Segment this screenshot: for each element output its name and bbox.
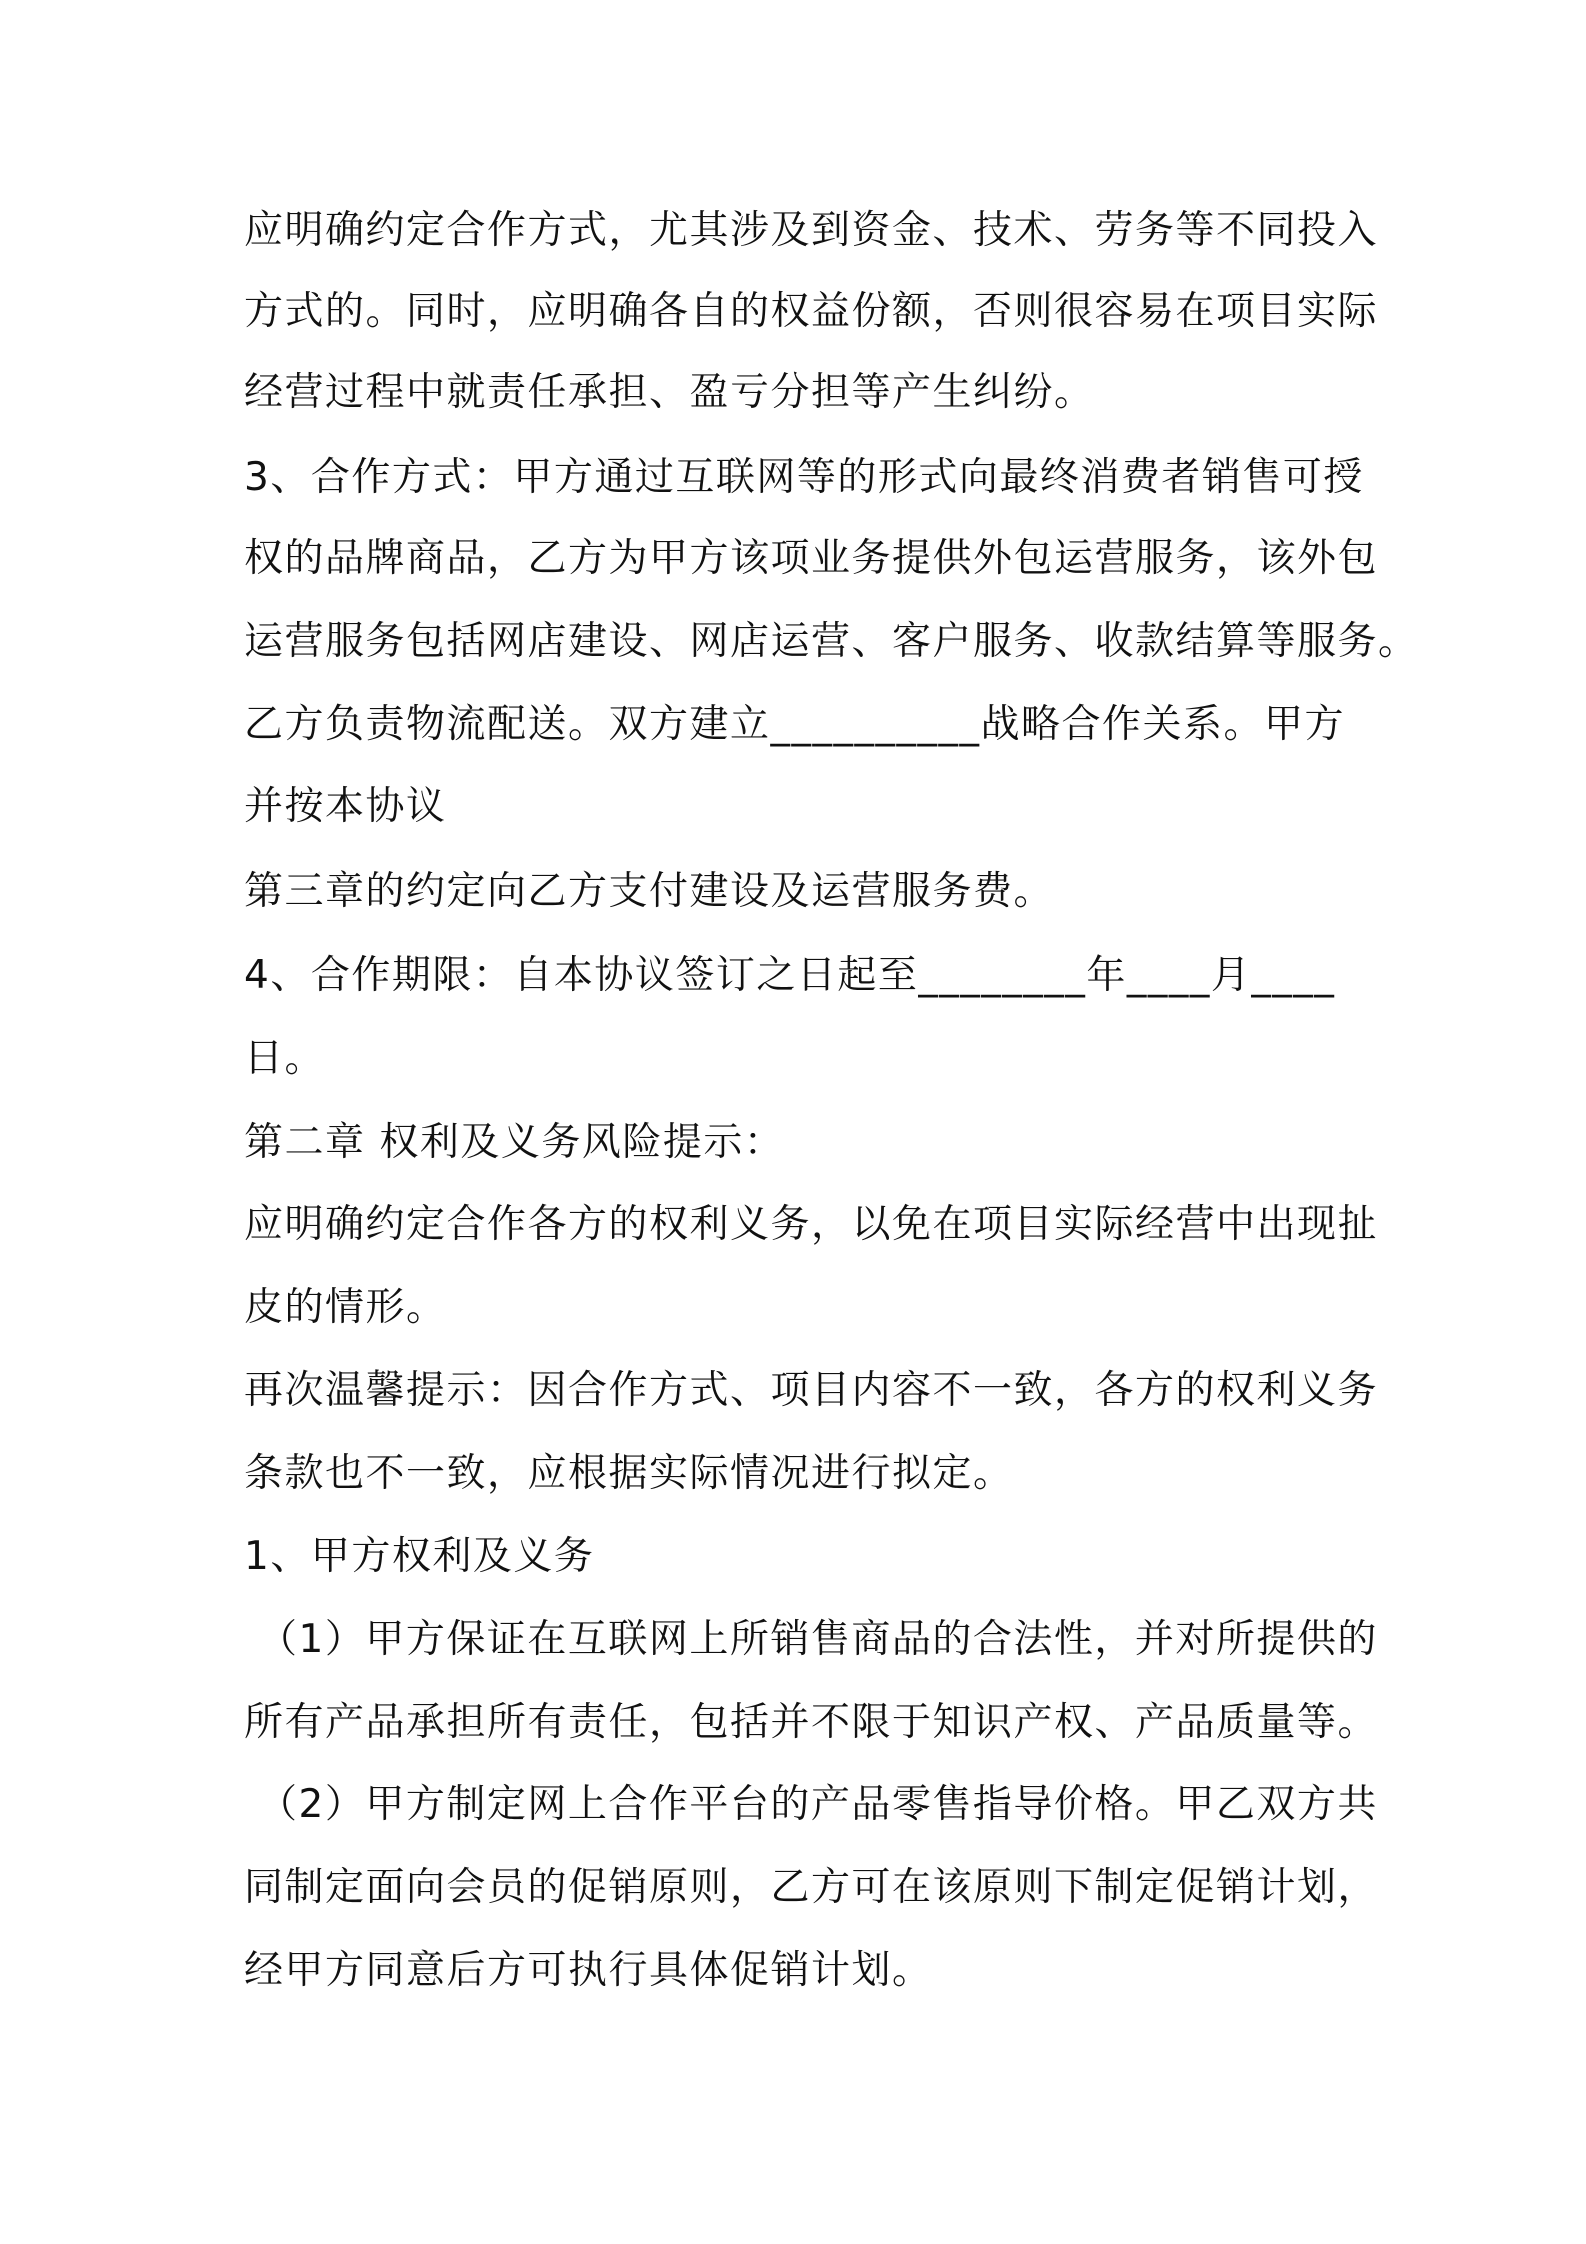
text-line: （1）甲方保证在互联网上所销售商品的合法性，并对所提供的: [258, 1617, 1378, 1662]
text-line: 3、合作方式：甲方通过互联网等的形式向最终消费者销售可授: [244, 455, 1364, 500]
text-line: 方式的。同时，应明确各自的权益份额，否则很容易在项目实际: [244, 289, 1379, 334]
text-line: 应明确约定合作方式，尤其涉及到资金、技术、劳务等不同投入: [244, 208, 1379, 253]
text-line: 4、合作期限：自本协议签订之日起至________年____月____: [244, 953, 1336, 998]
section-heading: 第二章 权利及义务风险提示：: [244, 1120, 785, 1165]
text-line: 乙方负责物流配送。双方建立__________战略合作关系。甲方: [244, 702, 1346, 747]
text-line: 经营过程中就责任承担、盈亏分担等产生纠纷。: [244, 370, 1095, 415]
text-line: 权的品牌商品，乙方为甲方该项业务提供外包运营服务，该外包: [244, 536, 1379, 581]
text-line: 再次温馨提示：因合作方式、项目内容不一致，各方的权利义务: [244, 1368, 1379, 1413]
text-line: 皮的情形。: [244, 1285, 447, 1330]
text-line: 运营服务包括网店建设、网店运营、客户服务、收款结算等服务。: [244, 619, 1419, 664]
text-line: 所有产品承担所有责任，包括并不限于知识产权、产品质量等。: [244, 1700, 1379, 1745]
text-line: 应明确约定合作各方的权利义务，以免在项目实际经营中出现扯: [244, 1202, 1379, 1247]
text-line: 条款也不一致，应根据实际情况进行拟定。: [244, 1451, 1014, 1496]
text-line: 经甲方同意后方可执行具体促销计划。: [244, 1948, 933, 1993]
text-line: 并按本协议: [244, 784, 447, 829]
text-line: （2）甲方制定网上合作平台的产品零售指导价格。甲乙双方共: [258, 1782, 1378, 1827]
clause-heading: 1、甲方权利及义务: [244, 1534, 595, 1579]
text-line: 日。: [244, 1036, 326, 1081]
text-line: 同制定面向会员的促销原则，乙方可在该原则下制定促销计划，: [244, 1865, 1379, 1910]
text-line: 第三章的约定向乙方支付建设及运营服务费。: [244, 869, 1055, 914]
